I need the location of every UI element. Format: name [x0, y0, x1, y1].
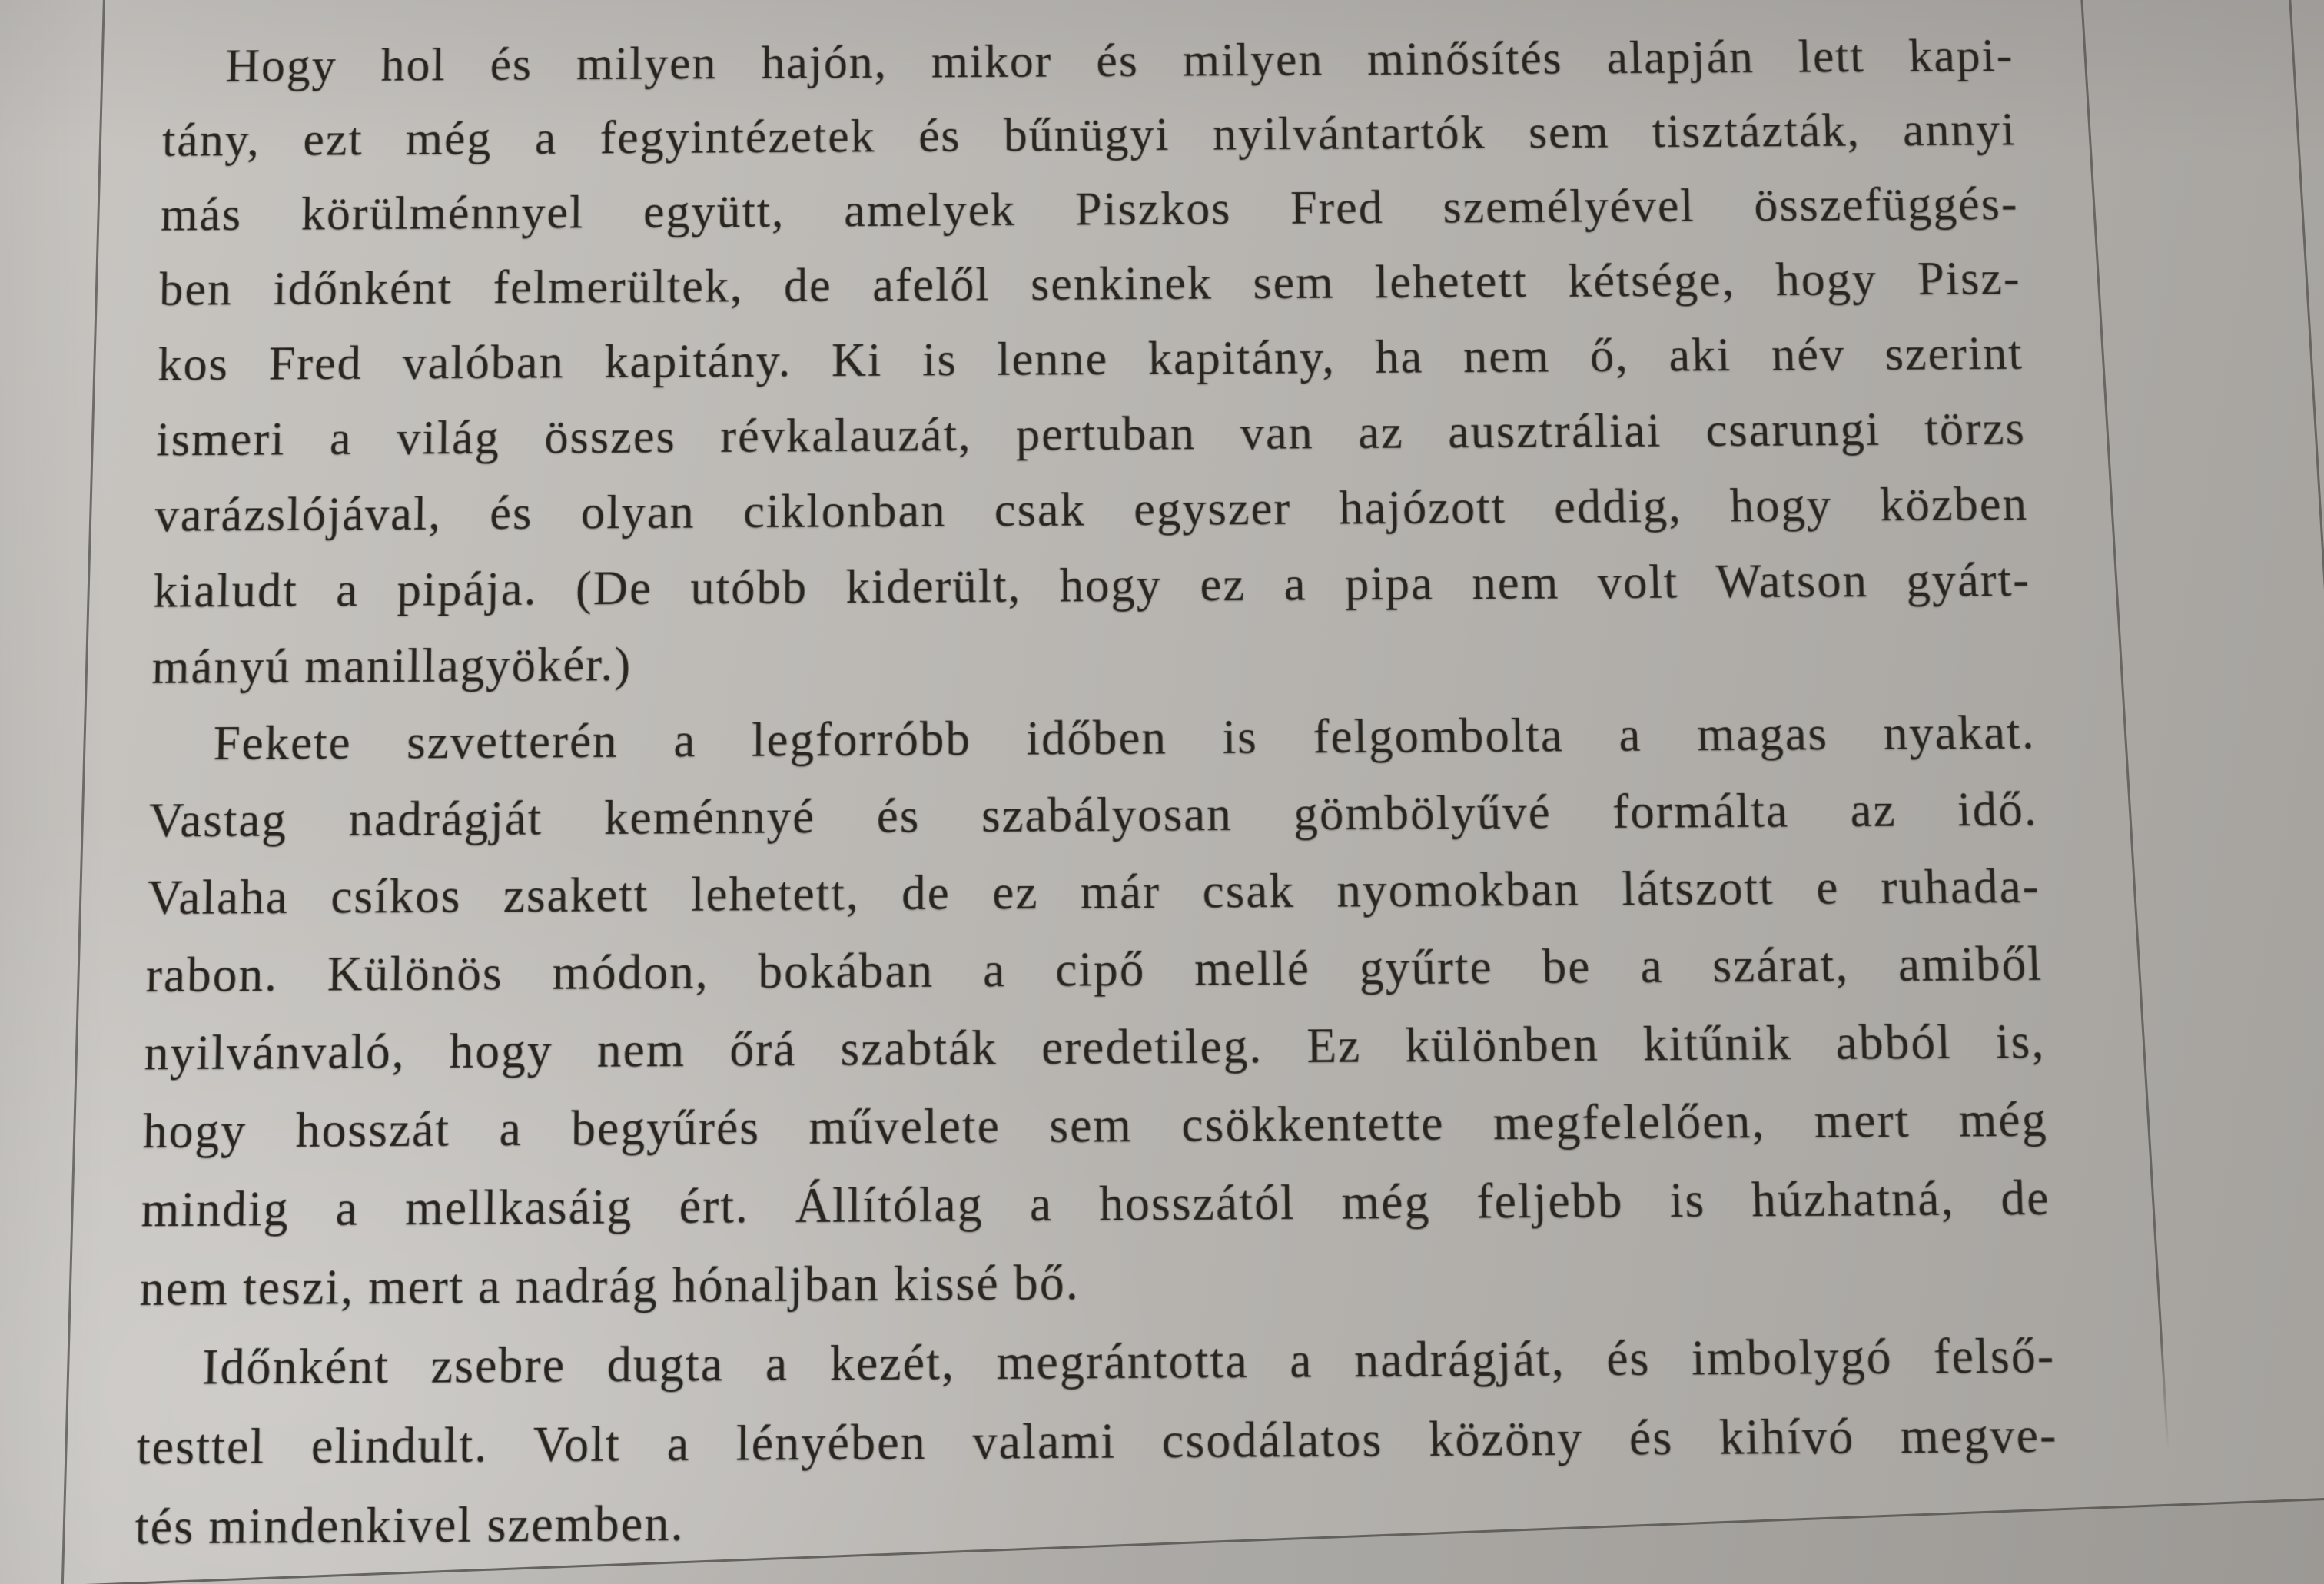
- text-line: kialudt a pipája. (De utóbb kiderült, hogy ez a pipa nem volt Watson gyárt-: [153, 553, 2031, 618]
- text-line: tés mindenkivel szemben.: [134, 1495, 685, 1556]
- text-line: nem teszi, mert a nadrág hónaljban kissé bő.: [139, 1254, 1080, 1317]
- text-line: varázslójával, és olyan ciklonban csak egyszer hajózott eddig, hogy közben: [154, 477, 2029, 542]
- text-line: más körülménnyel együtt, amelyek Piszkos Fred személyével összefüggés-: [160, 177, 2020, 241]
- text-line: tány, ezt még a fegyintézetek és bűnügyi nyilvántartók sem tisztázták, annyi: [161, 103, 2017, 167]
- text-line: kos Fred valóban kapitány. Ki is lenne kapitány, ha nem ő, aki név szerint: [157, 327, 2024, 391]
- text-line: rabon. Különös módon, bokában a cipő mellé gyűrte be a szárat, amiből: [145, 936, 2043, 1003]
- text-line: Időnként zsebre dugta a kezét, megrántotta a nadrágját, és imbolygó felső-: [201, 1327, 2057, 1395]
- text-line: ismeri a világ összes révkalauzát, pertuban van az ausztráliai csarungi törzs: [155, 401, 2027, 467]
- text-line: hogy hosszát a begyűrés művelete sem csökkentette megfelelően, mert még: [142, 1091, 2049, 1159]
- text-line: Fekete szvetterén a legforróbb időben is felgombolta a magas nyakat.: [213, 705, 2037, 771]
- text-line: Vastag nadrágját keménnyé és szabályosan gömbölyűvé formálta az idő.: [148, 782, 2039, 848]
- right-page-edge-line-outer: [2289, 0, 2324, 878]
- page-text: [134, 18, 2061, 1567]
- text-line: ben időnként felmerültek, de afelől senkinek sem lehetett kétsége, hogy Pisz-: [158, 251, 2022, 316]
- text-line: Valaha csíkos zsakett lehetett, de ez már csak nyomokban látszott e ruhada-: [147, 858, 2041, 925]
- text-line: nyilvánvaló, hogy nem őrá szabták eredetileg. Ez különben kitűnik abból is,: [144, 1014, 2047, 1081]
- text-line: mindig a mellkasáig ért. Állítólag a hosszától még feljebb is húzhatná, de: [141, 1170, 2051, 1237]
- text-line: mányú manillagyökér.): [151, 637, 632, 694]
- text-line: testtel elindult. Volt a lényében valami csodálatos közöny és kihívó megve-: [136, 1406, 2059, 1476]
- left-margin-shading: [0, 0, 108, 1584]
- right-page-edge-line-inner: [2080, 0, 2169, 1450]
- text-line: Hogy hol és milyen hajón, mikor és milyen minősítés alapján lett kapi-: [224, 29, 2015, 92]
